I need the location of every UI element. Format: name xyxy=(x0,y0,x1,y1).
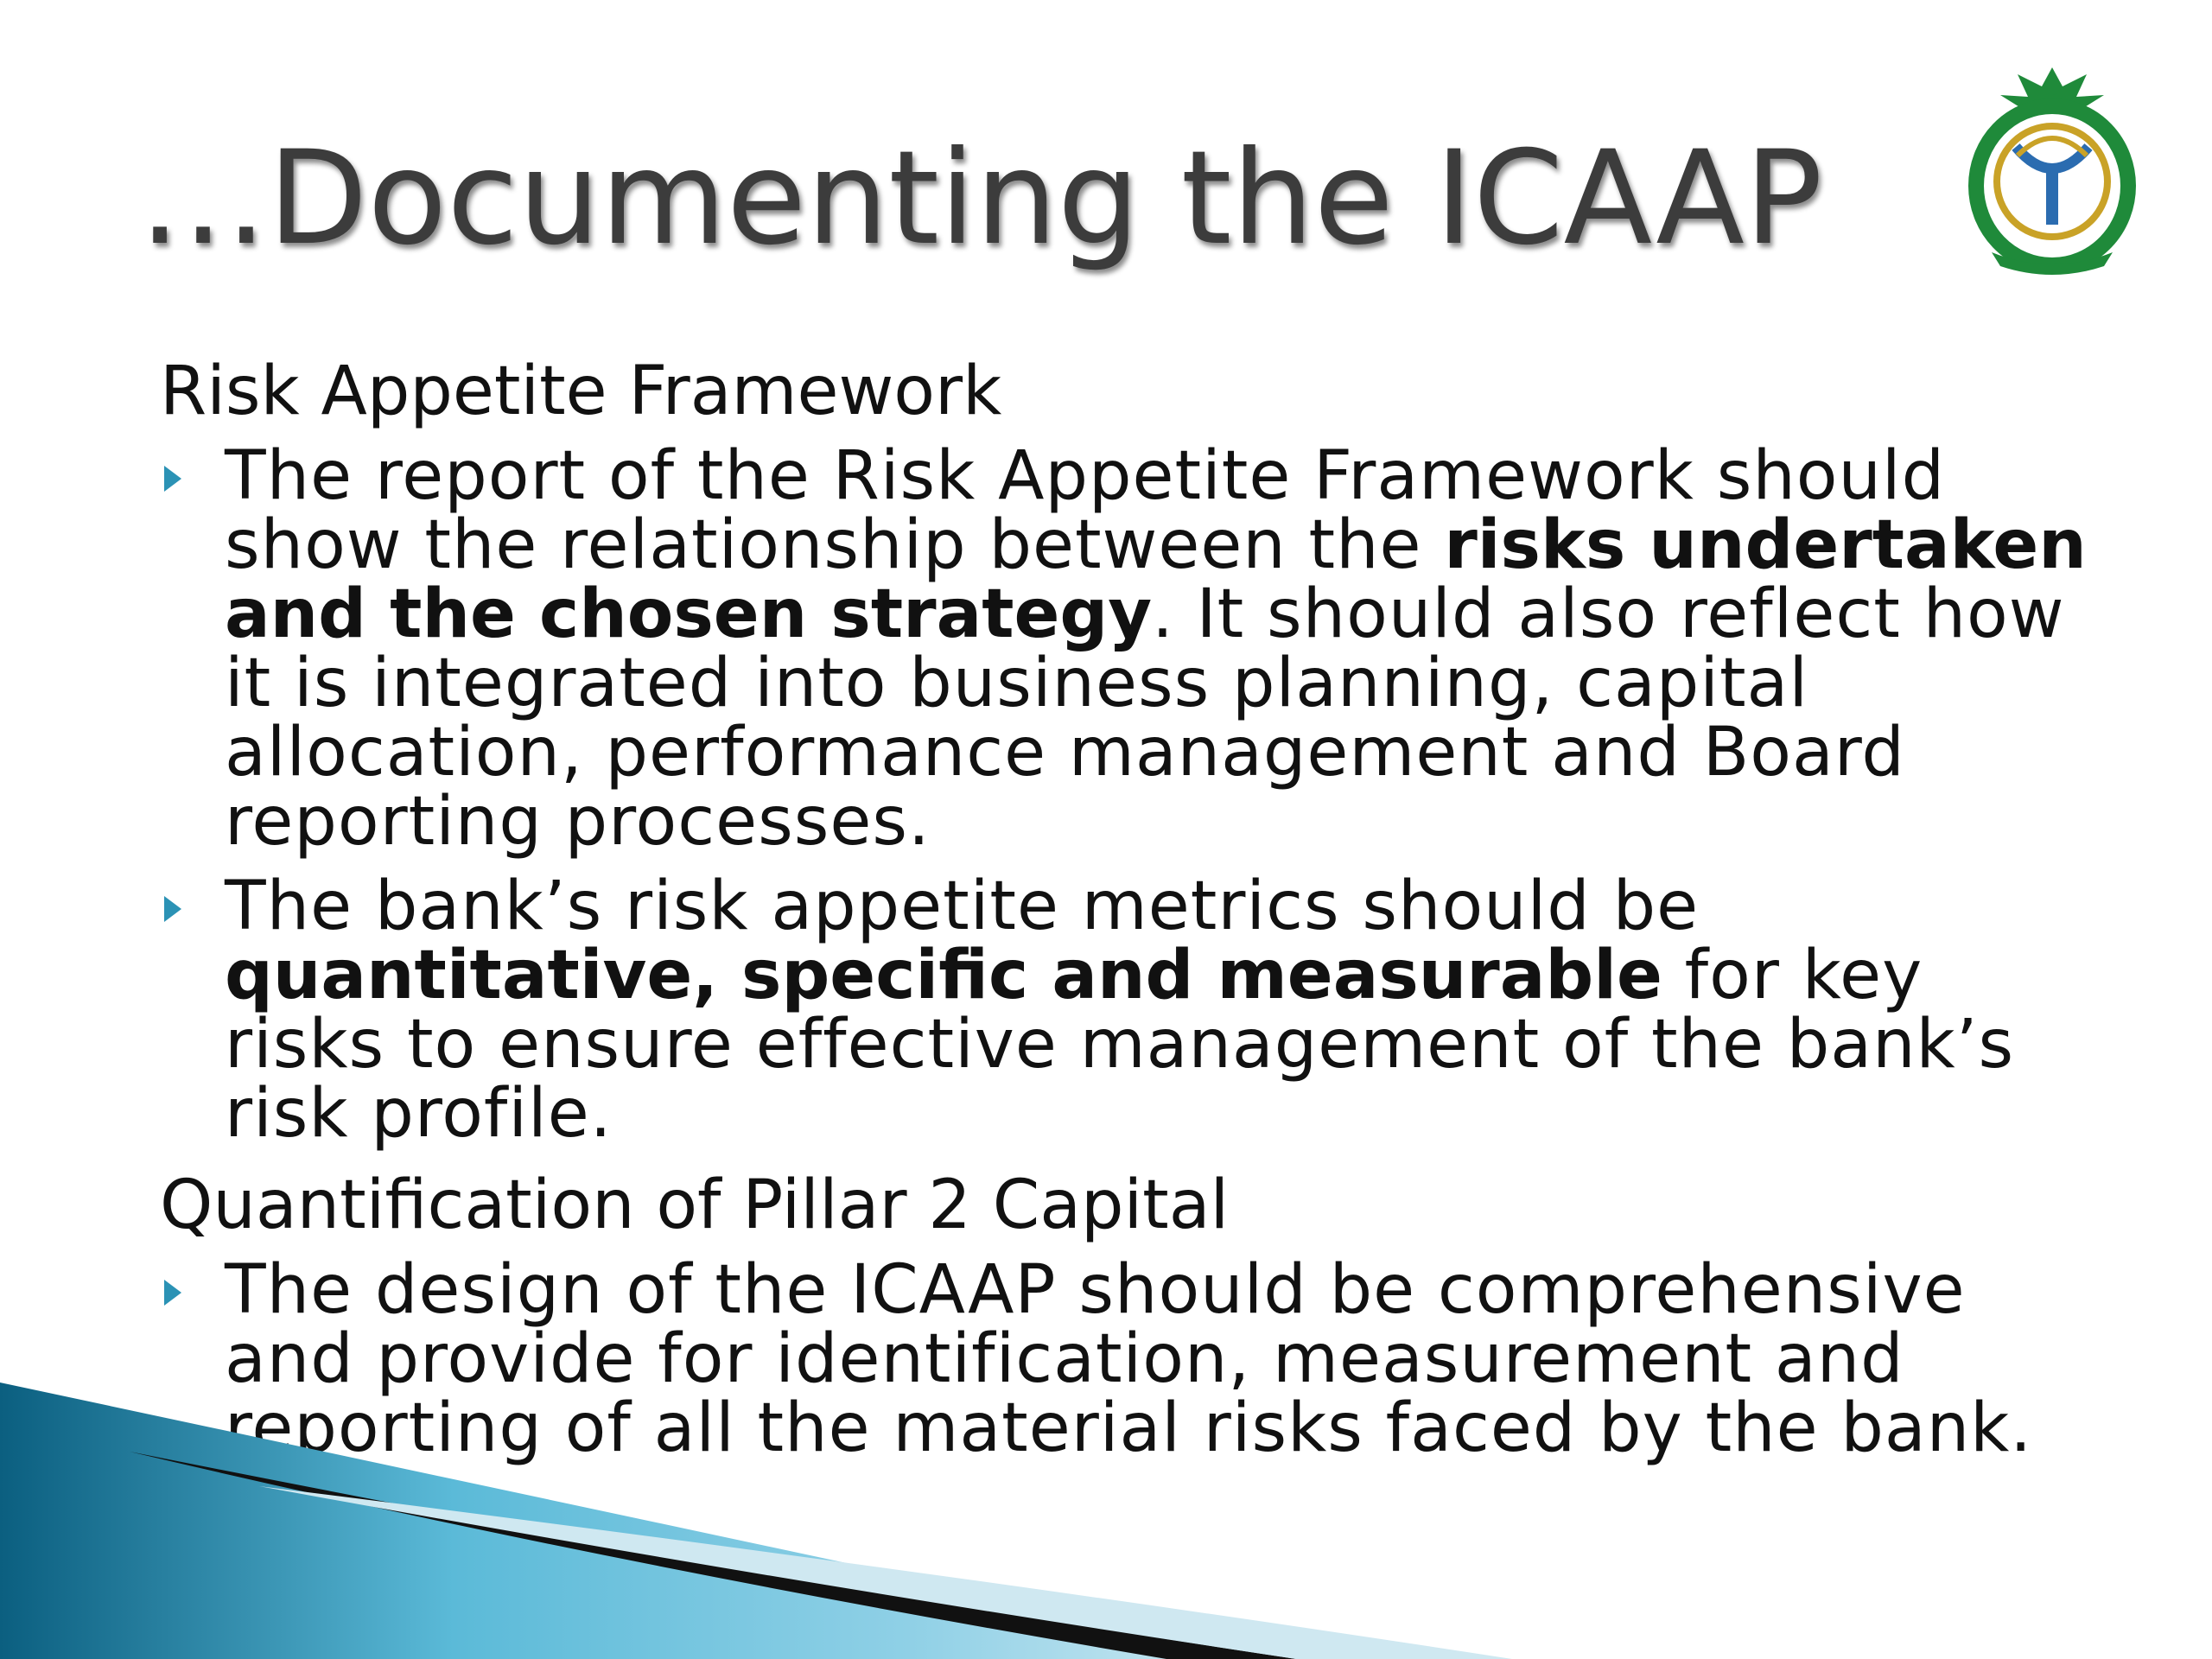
bullet-text: The report of the Risk Appetite Framework should show the relationship between the xyxy=(225,437,1946,584)
bullet-item xyxy=(160,868,2087,1153)
slide-title: …Documenting the ICAAP xyxy=(138,124,1823,274)
bullet-text: for key risks to ensure effective management of the bank’s risk profile. xyxy=(225,937,2015,1153)
bullet-arrow-icon xyxy=(164,466,181,492)
slide-body xyxy=(160,350,2087,1478)
bullet-arrow-icon xyxy=(164,896,181,922)
central-bank-crest-icon xyxy=(1966,60,2139,276)
decorative-swoosh xyxy=(0,1382,2212,1659)
bullet-emphasis: risks undertaken and the chosen strategy xyxy=(225,506,2087,653)
bullet-text: The bank’s risk appetite metrics should be xyxy=(225,868,1700,945)
bullet-emphasis: quantitative, specific and measurable xyxy=(225,937,1662,1014)
bullet-item xyxy=(160,437,2087,861)
section-heading-pillar2: Quantification of Pillar 2 Capital xyxy=(160,1166,1230,1244)
bullet-text: . It should also reflect how it is integrated into business planning, capital allocation, performance management and Board reporting processes. xyxy=(225,575,2065,861)
section-heading-risk-appetite: Risk Appetite Framework xyxy=(160,353,1002,430)
bullet-text: The design of the ICAAP should be comprehensive and provide for identification, measurement and reporting of all the material risks faced by the bank. xyxy=(225,1251,2033,1467)
bullet-arrow-icon xyxy=(164,1280,181,1306)
